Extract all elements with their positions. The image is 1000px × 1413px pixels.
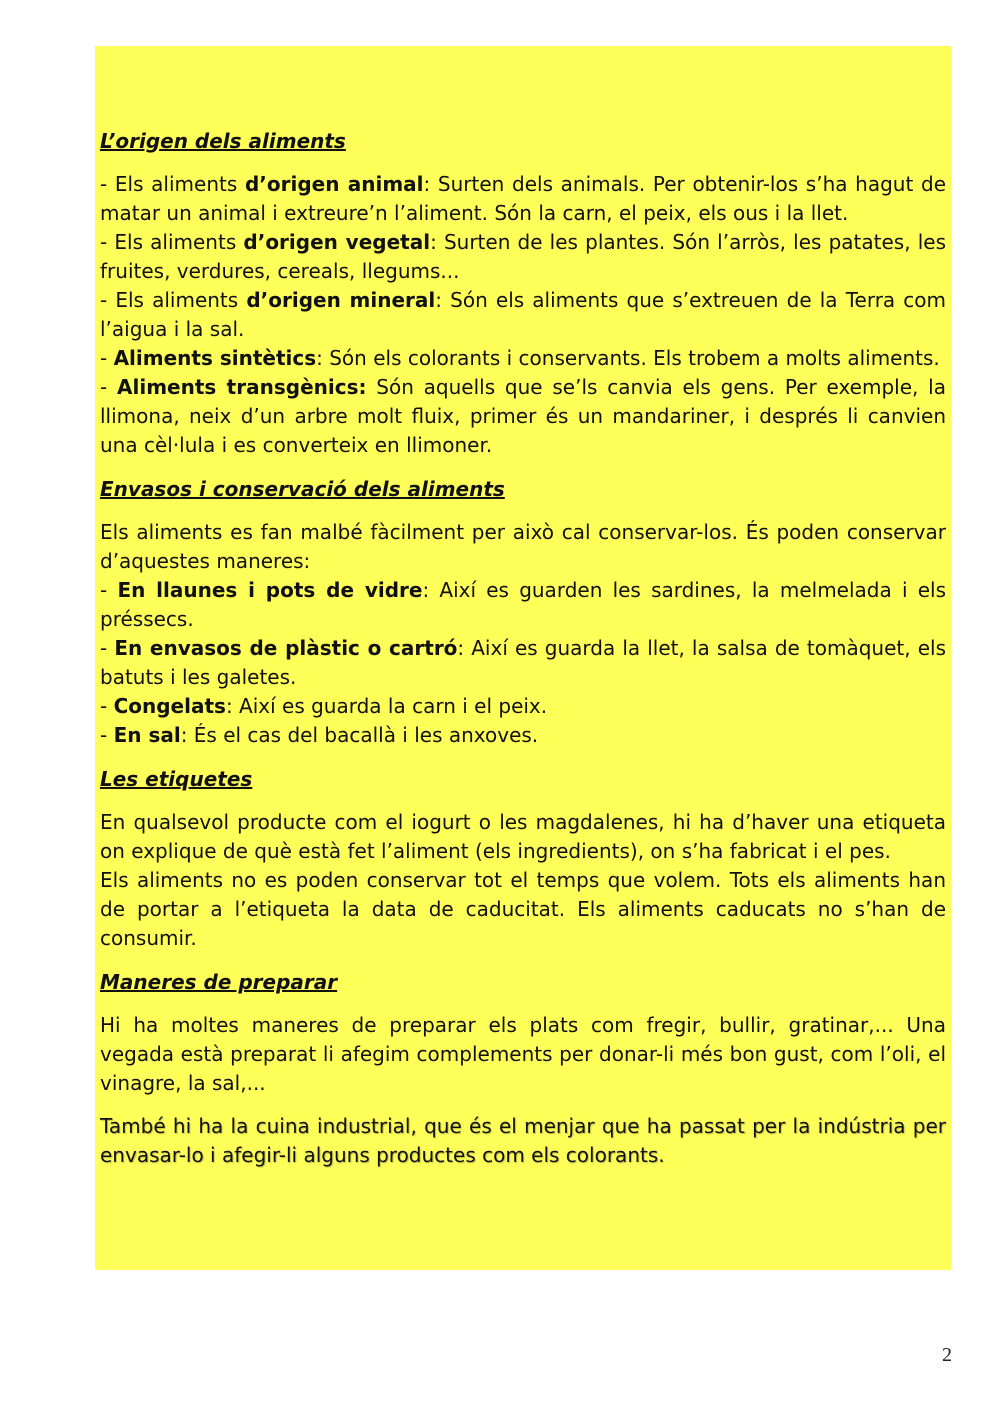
- list-item: [100, 286, 946, 344]
- item-text: : Surten dels animals. Per obtenir-los s’ha hagut de matar un animal i extreure’n l’aliment. Són la carn, el peix, els ous i la llet.: [100, 172, 946, 225]
- section-title-origen: L’origen dels aliments: [100, 129, 346, 153]
- item-prefix: -: [100, 636, 115, 660]
- page-number: 2: [942, 1344, 952, 1366]
- list-item: [100, 721, 946, 750]
- item-term: Congelats: [113, 694, 226, 718]
- section-title-envasos: Envasos i conservació dels aliments: [100, 477, 505, 501]
- item-term: d’origen animal: [244, 172, 424, 196]
- item-text: : Són els colorants i conservants. Els trobem a molts aliments.: [316, 346, 940, 370]
- item-text: : Així es guarda la carn i el peix.: [225, 694, 548, 718]
- paragraph-industrial: També hi ha la cuina industrial, que és el menjar que ha passat per la indústria per envasar-lo i afegir-li alguns productes com els colorants.: [100, 1114, 946, 1167]
- item-term: En sal: [113, 723, 181, 747]
- section-body-origen: [100, 170, 946, 460]
- item-term: En llaunes i pots de vidre: [117, 578, 423, 602]
- section-title-etiquetes: Les etiquetes: [100, 767, 253, 791]
- list-item: [100, 576, 946, 634]
- paragraph: Els aliments no es poden conservar tot el temps que volem. Tots els aliments han de portar a l’etiqueta la data de caducitat. Els aliments caducats no s’han de consumir.: [100, 868, 946, 950]
- item-text: : Surten de les plantes. Són l’arròs, les patates, les fruites, verdures, cereals, llegums...: [100, 230, 946, 283]
- item-prefix: -: [100, 723, 114, 747]
- paragraph: Hi ha moltes maneres de preparar els plats com fregir, bullir, gratinar,... Una vegada està preparat li afegim complements per donar-li més bon gust, com l’oli, el vinagre, la sal,...: [100, 1013, 946, 1095]
- item-prefix: -: [100, 578, 118, 602]
- list-item: [100, 692, 946, 721]
- item-term: d’origen mineral: [246, 288, 436, 312]
- item-term: Aliments transgènics:: [117, 375, 367, 399]
- section-title-maneres: Maneres de preparar: [100, 970, 338, 994]
- list-item: [100, 170, 946, 228]
- item-text: : Així es guarda la llet, la salsa de tomàquet, els batuts i les galetes.: [100, 636, 946, 689]
- item-prefix: - Els aliments: [100, 288, 247, 312]
- list-item: [100, 373, 946, 460]
- item-prefix: -: [100, 375, 117, 399]
- section-body-etiquetes: [100, 808, 946, 953]
- item-prefix: - Els aliments: [100, 172, 245, 196]
- item-text: Són aquells que se’ls canvia els gens. Per exemple, la llimona, neix d’un arbre molt fluix, primer és un mandariner, i després li canvien una cèl·lula i es converteix en llimoner.: [100, 375, 946, 457]
- item-term: d’origen vegetal: [243, 230, 431, 254]
- item-prefix: -: [100, 694, 114, 718]
- item-prefix: - Els aliments: [100, 230, 244, 254]
- item-text: : Així es guarden les sardines, la melmelada i els préssecs.: [100, 578, 947, 631]
- item-text: : És el cas del bacallà i les anxoves.: [180, 723, 539, 747]
- item-term: En envasos de plàstic o cartró: [114, 636, 458, 660]
- list-item: [100, 228, 946, 286]
- item-prefix: -: [100, 346, 114, 370]
- list-item: [100, 634, 946, 692]
- paragraph: En qualsevol producte com el iogurt o les magdalenes, hi ha d’haver una etiqueta on explique de què està fet l’aliment (els ingredients), on s’ha fabricat i el pes.: [100, 810, 946, 863]
- list-item: [100, 344, 946, 373]
- item-text: : Són els aliments que s’extreuen de la Terra com l’aigua i la sal.: [100, 288, 947, 341]
- section-intro: Els aliments es fan malbé fàcilment per això cal conservar-los. És poden conservar d’aquestes maneres:: [100, 520, 946, 573]
- section-body-envasos: [100, 518, 946, 750]
- document-panel: [95, 46, 951, 1270]
- item-term: Aliments sintètics: [113, 346, 317, 370]
